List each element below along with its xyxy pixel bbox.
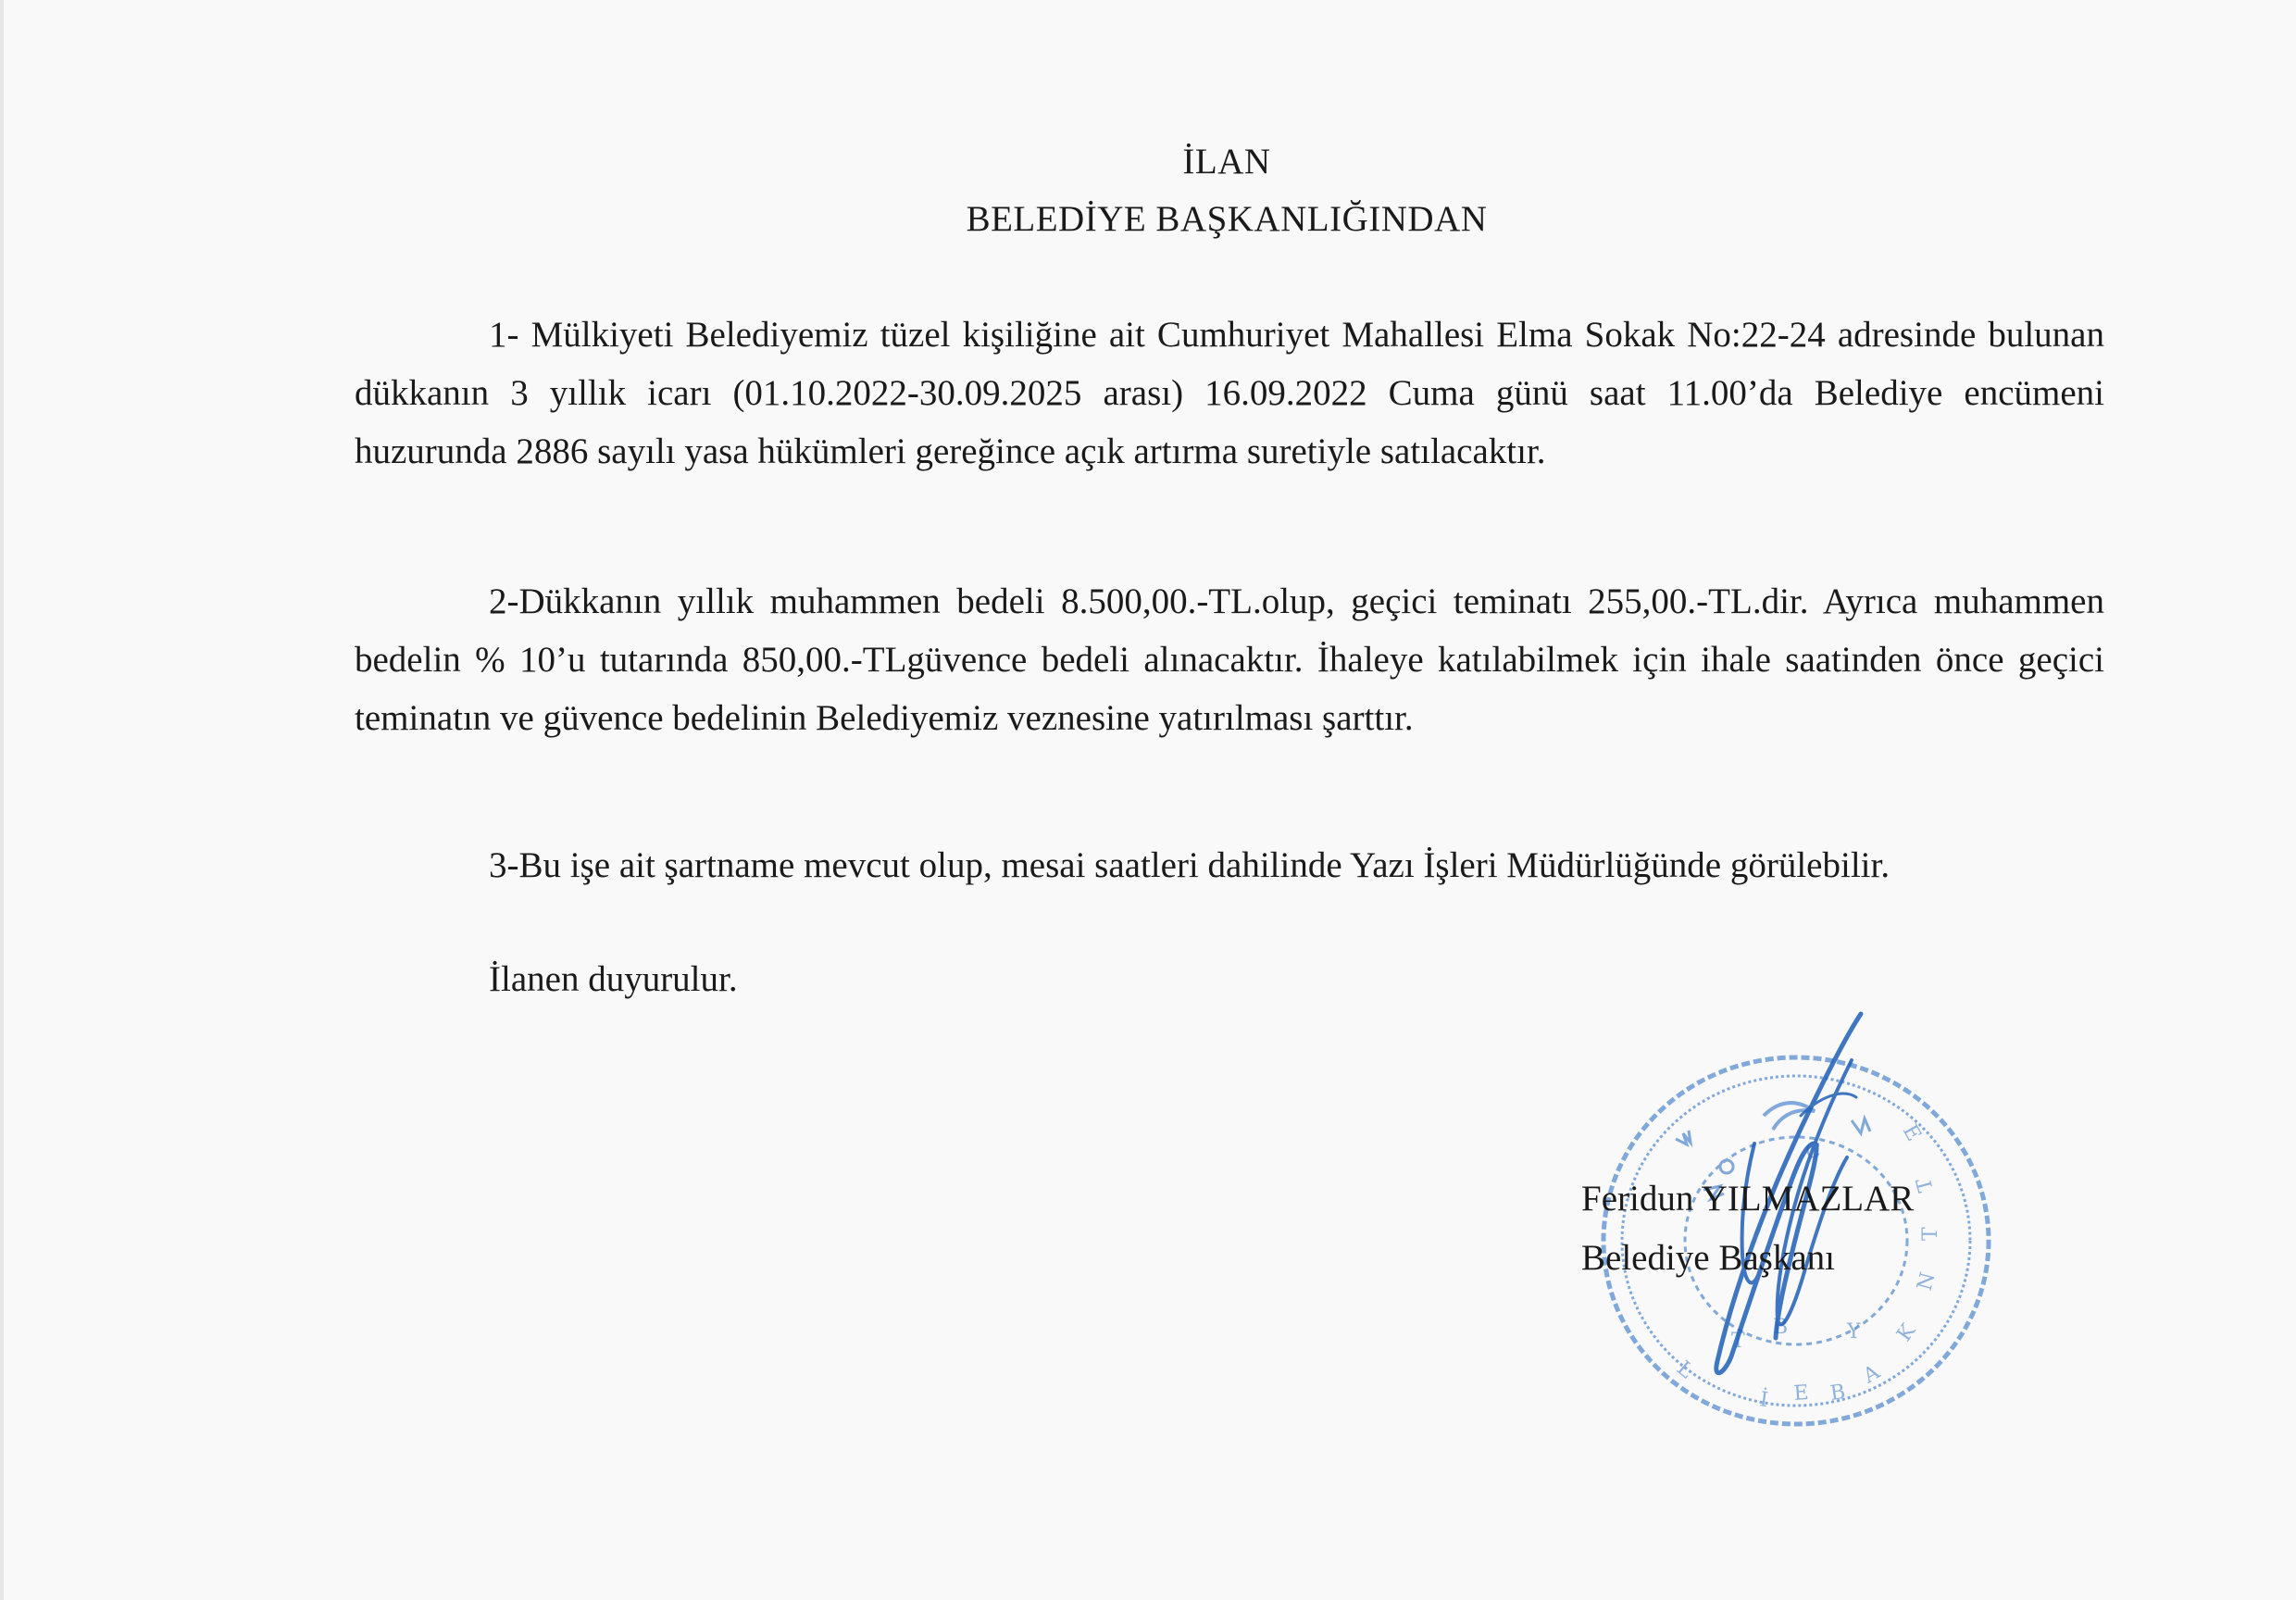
svg-text:T: T [1731,1330,1745,1353]
signer-title: Belediye Başkanı [1581,1238,1836,1278]
svg-text:Y: Y [1847,1320,1861,1344]
paragraph-1: 1- Mülkiyeti Belediyemiz tüzel kişiliğine ait Cumhuriyet Mahallesi Elma Sokak No:22-24 adresinde bulunan dükkanın 3 yıllık icarı (01.10.2022-30.09.2025 arası) 16.09.2022 Cuma günü saat 11.00’da Belediye encümeni huzurunda 2886 sayılı yasa hükümleri gereğince açık artırma suretiyle satılacaktır. [355,315,2104,471]
paragraph-2: 2-Dükkanın yıllık muhammen bedeli 8.500,00.-TL.olup, geçici teminatı 255,00.-TL.dir. Ayrıca muhammen bedelin % 10’u tutarında 850,00.-TLgüvence bedeli alınacaktır. İhaleye katılabilmek için ihale saatinden önce geçici teminatın ve güvence bedelinin Belediyemiz veznesine yatırılması şarttır. [355,581,2104,738]
svg-text:C: C [1805,1140,1821,1163]
document-subtitle: BELEDİYE BAŞKANLIĞINDAN [966,199,1488,239]
svg-text:E: E [1897,1120,1926,1145]
svg-text:T: T [1912,1175,1939,1194]
svg-text:İ: İ [1758,1388,1770,1413]
svg-text:N: N [1913,1269,1940,1294]
svg-text:B: B [1828,1380,1847,1406]
svg-text:B: B [1773,1316,1789,1339]
document-title: İLAN [1182,142,1271,181]
svg-text:K: K [1892,1319,1921,1346]
svg-text:L: L [1672,1356,1698,1383]
signer-name: Feridun YILMAZLAR [1581,1179,1915,1219]
closing-line: İlanen duyurulur. [489,959,738,999]
svg-text:A: A [1859,1360,1884,1389]
svg-text:T: T [1919,1227,1942,1241]
svg-text:E: E [1792,1381,1810,1406]
paragraph-3: 3-Bu işe ait şartname mevcut olup, mesai saatleri dahilinde Yazı İşleri Müdürlüğünde görülebilir. [489,845,1890,885]
